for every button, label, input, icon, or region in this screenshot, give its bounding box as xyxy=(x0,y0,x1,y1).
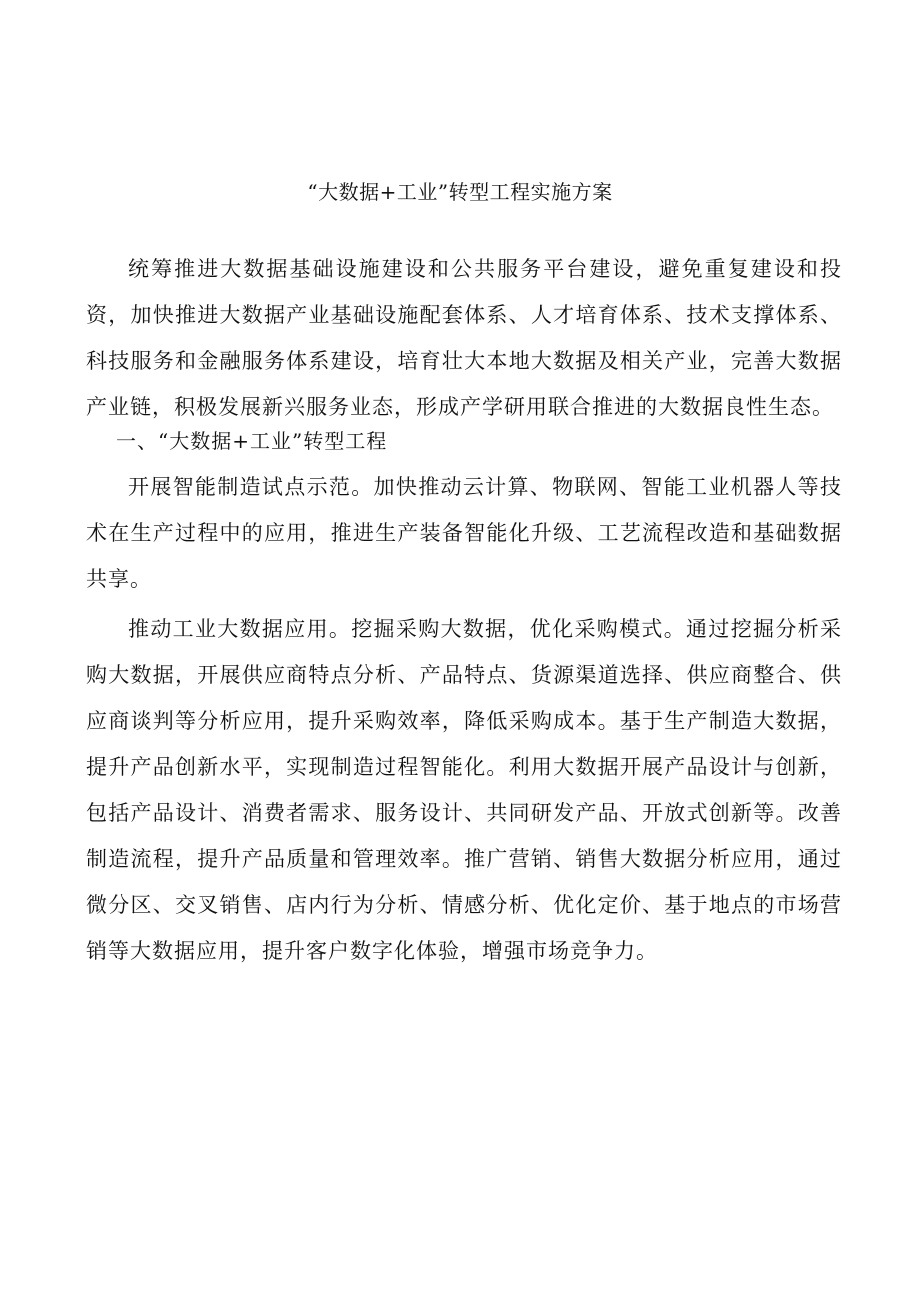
manufacturing-paragraph: 开展智能制造试点示范。加快推动云计算、物联网、智能工业机器人等技术在生产过程中的应用，推进生产装备智能化升级、工艺流程改造和基础数据共享。 xyxy=(86,475,842,591)
section-heading: 一、“大数据+工业”转型工程 xyxy=(116,429,388,453)
intro-paragraph: 统筹推进大数据基础设施建设和公共服务平台建设，避免重复建设和投资，加快推进大数据产业基础设施配套体系、人才培育体系、技术支撑体系、科技服务和金融服务体系建设，培育壮大本地大数据及相关产业，完善大数据产业链，积极发展新兴服务业态，形成产学研用联合推进的大数据良性生态。 xyxy=(86,257,842,419)
bigdata-application-paragraph: 推动工业大数据应用。挖掘采购大数据，优化采购模式。通过挖掘分析采购大数据，开展供应商特点分析、产品特点、货源渠道选择、供应商整合、供应商谈判等分析应用，提升采购效率，降低采购成本。基于生产制造大数据，提升产品创新水平，实现制造过程智能化。利用大数据开展产品设计与创新，包括产品设计、消费者需求、服务设计、共同研发产品、开放式创新等。改善制造流程，提升产品质量和管理效率。推广营销、销售大数据分析应用，通过微分区、交叉销售、店内行为分析、情感分析、优化定价、基于地点的市场营销等大数据应用，提升客户数字化体验，增强市场竞争力。 xyxy=(86,617,842,963)
document-body xyxy=(86,246,842,978)
document-title: “大数据+工业”转型工程实施方案 xyxy=(307,180,613,204)
